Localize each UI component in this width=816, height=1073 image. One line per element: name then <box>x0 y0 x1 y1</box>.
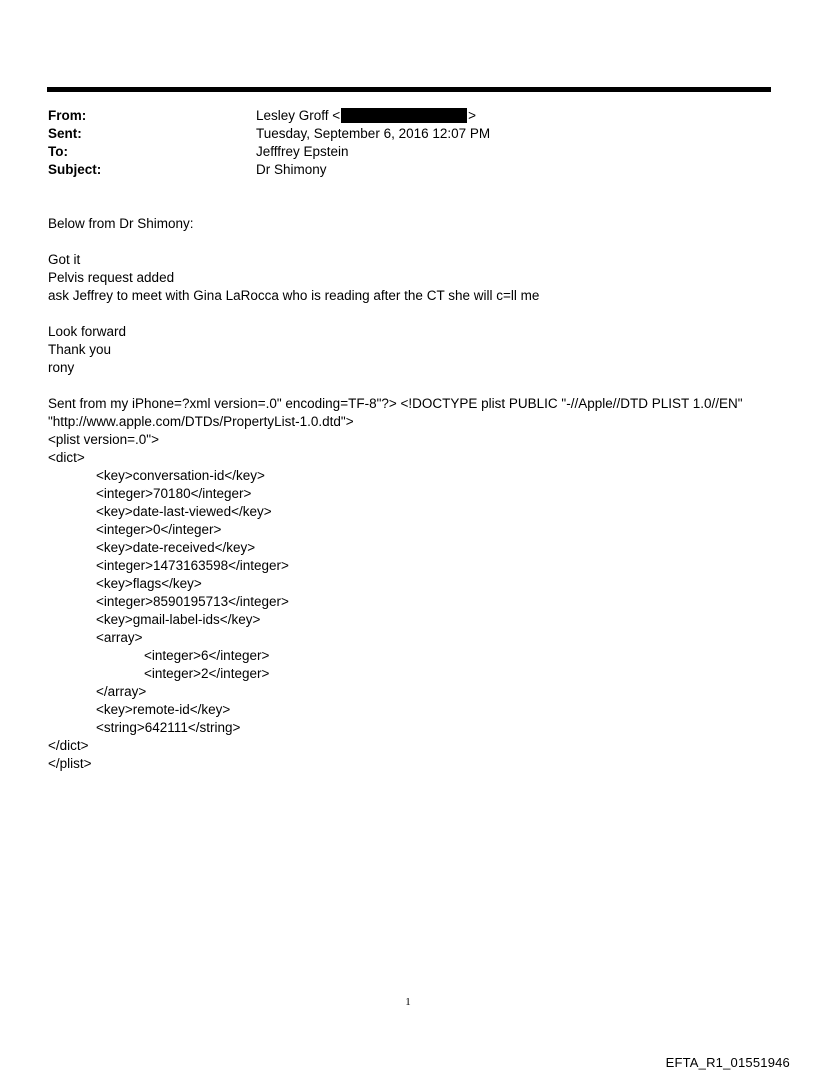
sent-label: Sent: <box>48 126 82 141</box>
subject-label: Subject: <box>48 162 102 177</box>
plist-line: <string>642111</string> <box>96 720 241 735</box>
plist-line: <integer>2</integer> <box>144 666 270 681</box>
intro-line: Below from Dr Shimony: <box>48 216 194 231</box>
plist-line: Sent from my iPhone=?xml version=.0" encoding=TF-8"?> <!DOCTYPE plist PUBLIC "-//Apple//DTD PLIST 1.0//EN" <box>48 396 743 411</box>
message-line: ask Jeffrey to meet with Gina LaRocca who is reading after the CT she will c=ll me <box>48 288 540 303</box>
plist-line: <key>conversation-id</key> <box>96 468 265 483</box>
plist-line: <array> <box>96 630 143 645</box>
message-line: Got it <box>48 252 81 267</box>
plist-line: <key>flags</key> <box>96 576 202 591</box>
closing-line: Look forward <box>48 324 127 339</box>
subject-value: Dr Shimony <box>256 162 327 177</box>
plist-line: <plist version=.0"> <box>48 432 159 447</box>
plist-line: <dict> <box>48 450 85 465</box>
page-number: 1 <box>405 996 411 1008</box>
message-line: Pelvis request added <box>48 270 175 285</box>
plist-line: <key>remote-id</key> <box>96 702 231 717</box>
signature-line: rony <box>48 360 75 375</box>
plist-line: <integer>0</integer> <box>96 522 222 537</box>
from-value <box>256 107 476 125</box>
plist-line: </dict> <box>48 738 89 753</box>
plist-line: </array> <box>96 684 147 699</box>
plist-line: <key>date-last-viewed</key> <box>96 504 272 519</box>
plist-line: </plist> <box>48 756 92 771</box>
plist-line: <integer>6</integer> <box>144 648 270 663</box>
plist-line: <integer>8590195713</integer> <box>96 594 289 609</box>
from-name-suffix: > <box>468 108 477 123</box>
plist-line: <key>gmail-label-ids</key> <box>96 612 261 627</box>
plist-line: <integer>70180</integer> <box>96 486 252 501</box>
from-name: Lesley Groff < <box>256 108 341 123</box>
closing-line: Thank you <box>48 342 112 357</box>
plist-line: "http://www.apple.com/DTDs/PropertyList-1.0.dtd"> <box>48 414 354 429</box>
plist-line: <integer>1473163598</integer> <box>96 558 289 573</box>
redaction-block <box>341 108 467 123</box>
plist-line: <key>date-received</key> <box>96 540 256 555</box>
sent-value: Tuesday, September 6, 2016 12:07 PM <box>256 126 491 141</box>
from-label: From: <box>48 108 87 123</box>
header-divider <box>47 87 771 92</box>
bates-number: EFTA_R1_01551946 <box>665 1055 790 1070</box>
to-label: To: <box>48 144 68 159</box>
to-value: Jefffrey Epstein <box>256 144 349 159</box>
